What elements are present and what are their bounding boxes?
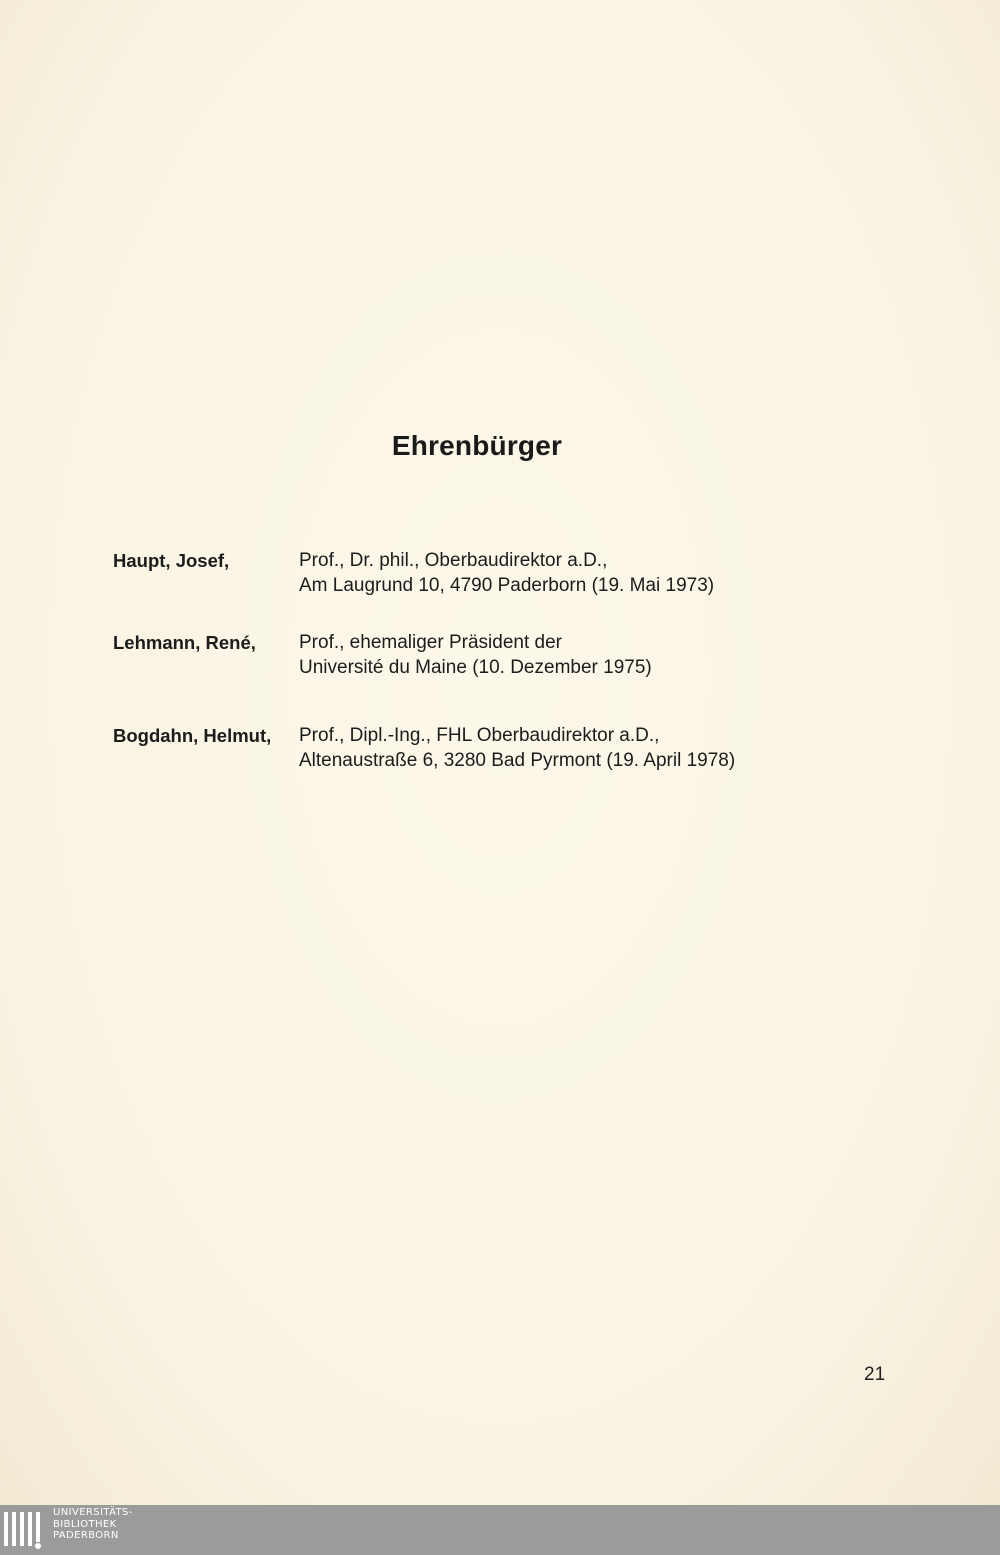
entry-name: Lehmann, René, — [113, 632, 256, 653]
entry-line-1: Prof., Dipl.-Ing., FHL Oberbaudirektor a.D., — [299, 725, 660, 746]
entry-description — [299, 724, 735, 773]
entry-line-2: Am Laugrund 10, 4790 Paderborn (19. Mai 1973) — [299, 574, 715, 596]
page-number: 21 — [864, 1364, 886, 1385]
library-footer-bar — [0, 1505, 1000, 1555]
entry-description — [299, 549, 714, 598]
library-name-line-1: UNIVERSITÄTS- — [53, 1507, 133, 1518]
entry-line-2: Université du Maine (10. Dezember 1975) — [299, 656, 652, 678]
library-name — [53, 1507, 133, 1542]
library-logo-icon — [4, 1510, 46, 1550]
entry-line-2: Altenaustraße 6, 3280 Bad Pyrmont (19. April 1978) — [299, 749, 736, 771]
entry-name: Bogdahn, Helmut, — [113, 725, 272, 746]
entry-line-1: Prof., ehemaliger Präsident der — [299, 632, 562, 653]
page-title: Ehrenbürger — [391, 430, 563, 461]
entry-line-1: Prof., Dr. phil., Oberbaudirektor a.D., — [299, 550, 608, 571]
library-name-line-3: PADERBORN — [53, 1530, 119, 1541]
library-name-line-2: BIBLIOTHEK — [53, 1518, 117, 1530]
entry-name: Haupt, Josef, — [113, 550, 230, 571]
entry-description — [299, 631, 652, 680]
